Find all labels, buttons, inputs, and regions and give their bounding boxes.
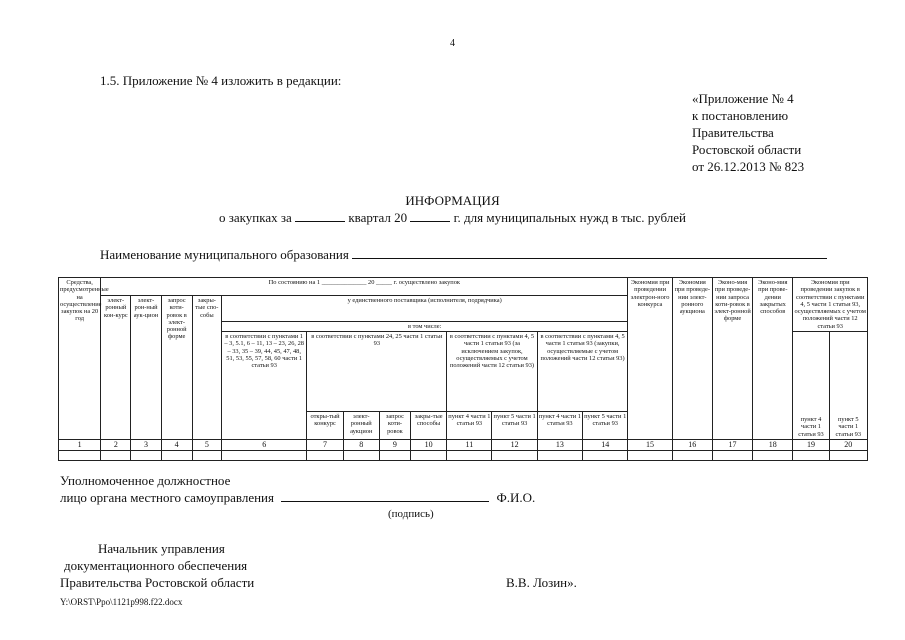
page-number: 4 xyxy=(450,38,455,49)
col-num: 1 xyxy=(59,440,101,451)
municipality-row xyxy=(100,246,827,263)
header-p5-a: пункт 5 части 1 статьи 93 xyxy=(492,412,537,440)
appendix-line-4: Ростовской области xyxy=(692,142,802,157)
col-num: 17 xyxy=(712,440,752,451)
header-p5-b: пункт 5 части 1 статьи 93 xyxy=(583,412,628,440)
header-including: в том числе: xyxy=(221,321,627,331)
col-num: 9 xyxy=(379,440,410,451)
header-single-supplier: у единственного поставщика (исполнителя, подрядчика) xyxy=(221,296,627,322)
municipality-label: Наименование муниципального образования xyxy=(100,247,349,262)
header-p4-b: пункт 4 части 1 статьи 93 xyxy=(537,412,582,440)
header-quote-request-2: запрос коти-ровок xyxy=(379,412,410,440)
header-closed-2: закры-тые способы xyxy=(411,412,447,440)
signature-fio: Ф.И.О. xyxy=(496,490,536,505)
procurement-table xyxy=(58,277,868,461)
appendix-block xyxy=(640,90,870,175)
col-num: 10 xyxy=(411,440,447,451)
appendix-line-3: Правительства xyxy=(692,125,774,140)
signature-line-2: лицо органа местного самоуправления Ф.И.О. xyxy=(60,490,536,505)
header-savings-4: Эконо-мия при прове-дении закрытых способов xyxy=(753,278,793,440)
file-path: Y:\ORST\Ppo\1121p998.f22.docx xyxy=(60,597,183,607)
header-e-contest: элект-ронный кон-курс xyxy=(101,296,131,440)
col-num: 16 xyxy=(672,440,712,451)
empty-data-row xyxy=(59,451,868,461)
column-number-row xyxy=(59,440,868,451)
col-num: 5 xyxy=(192,440,221,451)
col-num: 19 xyxy=(793,440,829,451)
document-subtitle: о закупках за квартал 20 г. для муниципальных нужд в тыс. рублей xyxy=(219,210,686,225)
col-num: 11 xyxy=(447,440,492,451)
col-num: 3 xyxy=(131,440,161,451)
header-open-contest: откры-тый конкурс xyxy=(307,412,343,440)
chief-line-2: документационного обеспечения xyxy=(64,558,248,573)
header-sub-2: в соответствии с пунктами 24, 25 части 1 статьи 93 xyxy=(307,332,447,412)
col-num: 4 xyxy=(161,440,192,451)
header-e-auction-2: элект-ронный аукцион xyxy=(343,412,379,440)
appendix-line-1: «Приложение № 4 xyxy=(692,91,794,106)
signature-caption: (подпись) xyxy=(388,508,434,520)
header-as-of: По состоянию на 1 ______________ 20 _____ г. осуществлено закупок xyxy=(101,278,628,296)
header-savings-2: Экономия при проведе-нии элект-ронного аукциона xyxy=(672,278,712,440)
header-p4-a: пункт 4 части 1 статьи 93 xyxy=(447,412,492,440)
chief-name: В.В. Лозин». xyxy=(506,575,577,590)
header-savings-5: Экономия при проведении закупок в соответствии с пунктами 4, 5 части 1 статьи 93, осуществляемых с учетом положений части 12 статьи 93 xyxy=(794,279,866,330)
chief-line-1: Начальник управления xyxy=(98,541,225,556)
appendix-line-5: от 26.12.2013 № 823 xyxy=(692,159,805,174)
header-savings-1: Экономия при проведении электрон-ного конкурса xyxy=(628,278,672,440)
signature-line-1: Уполномоченное должностное xyxy=(60,473,231,488)
col-num: 8 xyxy=(343,440,379,451)
header-p4-c: пункт 4 части 1 статьи 93 xyxy=(793,332,829,440)
header-closed-methods: закры-тые спо-собы xyxy=(192,296,221,440)
col-num: 20 xyxy=(829,440,867,451)
col-num: 18 xyxy=(753,440,793,451)
header-e-auction: элект-рон-ный аук-цион xyxy=(131,296,161,440)
col-num: 13 xyxy=(537,440,582,451)
header-p5-c: пункт 5 части 1 статьи 93 xyxy=(829,332,867,440)
col-num: 12 xyxy=(492,440,537,451)
chief-line-3: Правительства Ростовской области xyxy=(60,575,255,590)
header-sub-1: в соответствии с пунктами 1 – 3, 5.1, 6 – 11, 13 – 23, 26, 28 – 33, 35 – 39, 44, 45, 47, 48, 51, 53, 55, 57, 58, 60 части 1 статьи 93 xyxy=(221,332,307,440)
col-num: 6 xyxy=(221,440,307,451)
header-sub-4: в соответствии с пунктами 4, 5 части 1 статьи 93 (закупки, осуществляемые с учетом положений части 12 статьи 93) xyxy=(537,332,628,412)
intro-text: 1.5. Приложение № 4 изложить в редакции: xyxy=(100,73,342,88)
header-sub-3: в соответствии с пунктами 4, 5 части 1 статьи 93 (за исключением закупок, осуществляемых с учетом положений части 12 статьи 93) xyxy=(447,332,538,412)
col-num: 15 xyxy=(628,440,672,451)
col-num: 7 xyxy=(307,440,343,451)
appendix-line-2: к постановлению xyxy=(692,108,789,123)
header-quote-request: запрос коти-ровок в элект-ронной форме xyxy=(161,296,192,440)
col-num: 14 xyxy=(583,440,628,451)
header-savings-3: Эконо-мия при проведе-нии запроса коти-ровок в элект-ронной форме xyxy=(712,278,752,440)
municipality-blank xyxy=(352,246,827,259)
signature-blank xyxy=(281,489,489,502)
col-num: 2 xyxy=(101,440,131,451)
header-funds: Средства, предусмотренные на осуществление закупок на 20 год xyxy=(59,278,101,440)
document-title: ИНФОРМАЦИЯ xyxy=(405,193,500,208)
